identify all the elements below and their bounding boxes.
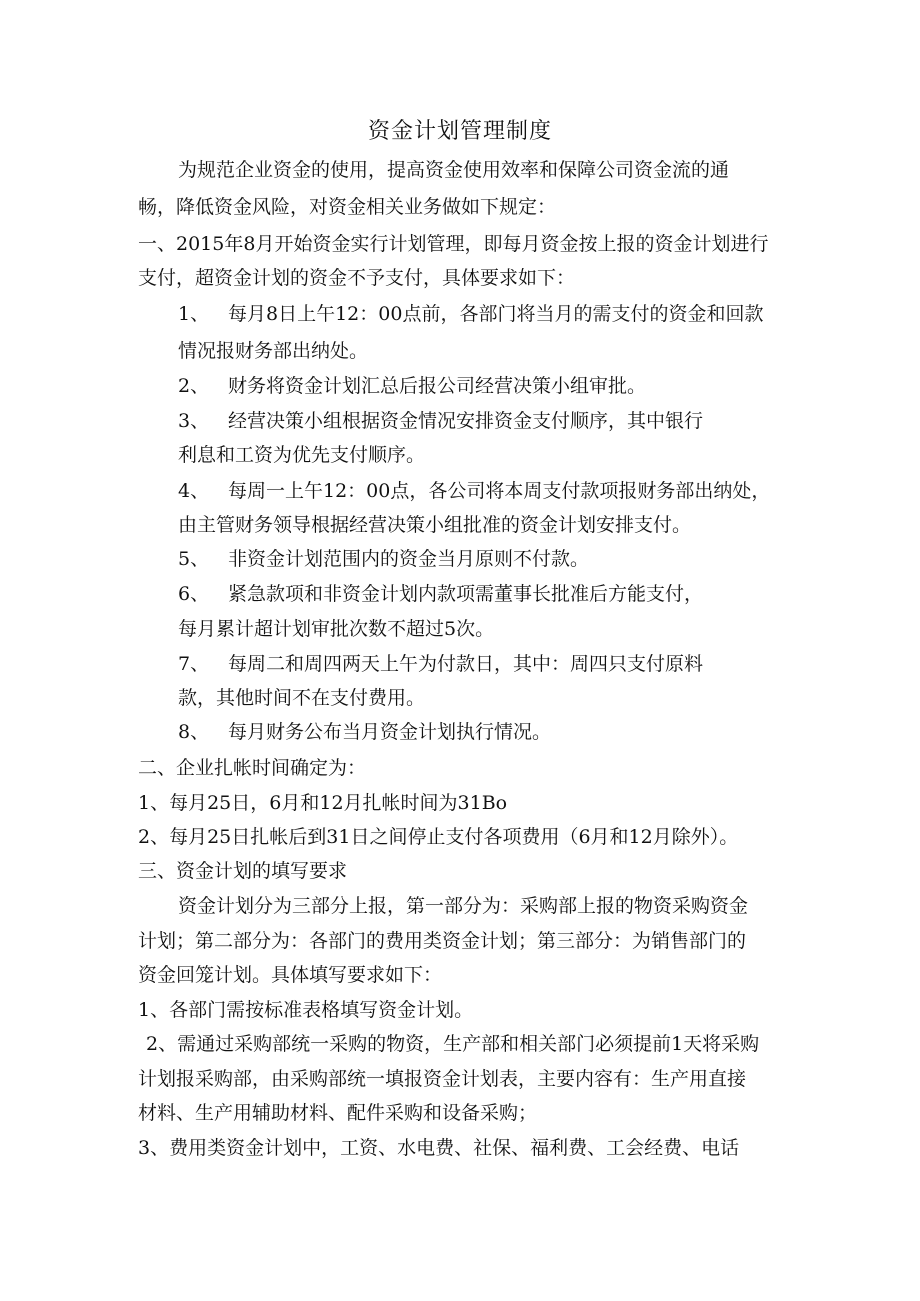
section1-item-3 bbox=[178, 407, 703, 435]
item-number: 8、 bbox=[178, 721, 210, 743]
section1-heading-line-1: 一、2015年8月开始资金实行计划管理，即每月资金按上报的资金计划进行 bbox=[138, 233, 769, 255]
section3-item-2-cont-1: 计划报采购部，由采购部统一填报资金计划表，主要内容有：生产用直接 bbox=[138, 1068, 747, 1090]
section1-heading-line-2: 支付，超资金计划的资金不予支付，具体要求如下： bbox=[138, 267, 576, 289]
item-number: 3、 bbox=[178, 410, 210, 432]
section1-item-7-cont: 款，其他时间不在支付费用。 bbox=[178, 687, 426, 709]
item-number: 4、 bbox=[178, 480, 210, 502]
section2-heading: 二、企业扎帐时间确定为： bbox=[138, 757, 367, 779]
section1-item-1 bbox=[178, 300, 763, 328]
section3-intro-line-1: 资金计划分为三部分上报，第一部分为：采购部上报的物资采购资金 bbox=[178, 895, 749, 917]
section2-item-1: 1、每月25日，6月和12月扎帐时间为31Bo bbox=[138, 792, 508, 814]
section2-item-2: 2、每月25日扎帐后到31日之间停止支付各项费用（6月和12月除外）。 bbox=[138, 826, 739, 848]
section3-item-1: 1、各部门需按标准表格填写资金计划。 bbox=[138, 999, 474, 1021]
section1-item-1-cont: 情况报财务部出纳处。 bbox=[178, 340, 369, 362]
intro-line-2: 畅，降低资金风险，对资金相关业务做如下规定： bbox=[138, 196, 557, 218]
page-title: 资金计划管理制度 bbox=[367, 119, 552, 144]
item-number: 7、 bbox=[178, 653, 210, 675]
section3-item-2: 2、需通过采购部统一采购的物资，生产部和相关部门必须提前1天将采购 bbox=[146, 1033, 760, 1055]
item-number: 2、 bbox=[178, 375, 210, 397]
section1-item-6-cont: 每月累计超计划审批次数不超过5次。 bbox=[178, 618, 495, 640]
section3-heading: 三、资金计划的填写要求 bbox=[138, 860, 348, 882]
section1-item-8 bbox=[178, 718, 551, 746]
item-number: 6、 bbox=[178, 583, 210, 605]
item-number: 5、 bbox=[178, 548, 210, 570]
section1-item-6 bbox=[178, 580, 703, 608]
item-text: 每月8日上午12：00点前，各部门将当月的需支付的资金和回款 bbox=[228, 303, 764, 325]
section1-item-7 bbox=[178, 650, 703, 678]
section3-intro-line-2: 计划；第二部分为：各部门的费用类资金计划；第三部分：为销售部门的 bbox=[138, 930, 747, 952]
item-text: 经营决策小组根据资金情况安排资金支付顺序，其中银行 bbox=[228, 410, 704, 432]
intro-line-1: 为规范企业资金的使用，提高资金使用效率和保障公司资金流的通 bbox=[178, 159, 730, 181]
section1-item-5 bbox=[178, 545, 589, 573]
section1-item-4 bbox=[178, 477, 770, 505]
section3-item-3: 3、费用类资金计划中，工资、水电费、社保、福利费、工会经费、电话 bbox=[138, 1137, 740, 1159]
section1-item-3-cont: 利息和工资为优先支付顺序。 bbox=[178, 444, 426, 466]
item-text: 每周一上午12：00点，各公司将本周支付款项报财务部出纳处， bbox=[228, 480, 771, 502]
section1-item-4-cont: 由主管财务领导根据经营决策小组批准的资金计划安排支付。 bbox=[178, 514, 692, 536]
item-text: 紧急款项和非资金计划内款项需董事长批准后方能支付， bbox=[228, 583, 704, 605]
item-text: 每月财务公布当月资金计划执行情况。 bbox=[228, 721, 552, 743]
section3-item-2-cont-2: 材料、生产用辅助材料、配件采购和设备采购； bbox=[138, 1102, 538, 1124]
section1-item-2 bbox=[178, 372, 646, 400]
item-text: 财务将资金计划汇总后报公司经营决策小组审批。 bbox=[228, 375, 647, 397]
item-text: 每周二和周四两天上午为付款日，其中：周四只支付原料 bbox=[228, 653, 704, 675]
item-text: 非资金计划范围内的资金当月原则不付款。 bbox=[228, 548, 590, 570]
section3-intro-line-3: 资金回笼计划。具体填写要求如下： bbox=[138, 964, 443, 986]
item-number: 1、 bbox=[178, 303, 210, 325]
